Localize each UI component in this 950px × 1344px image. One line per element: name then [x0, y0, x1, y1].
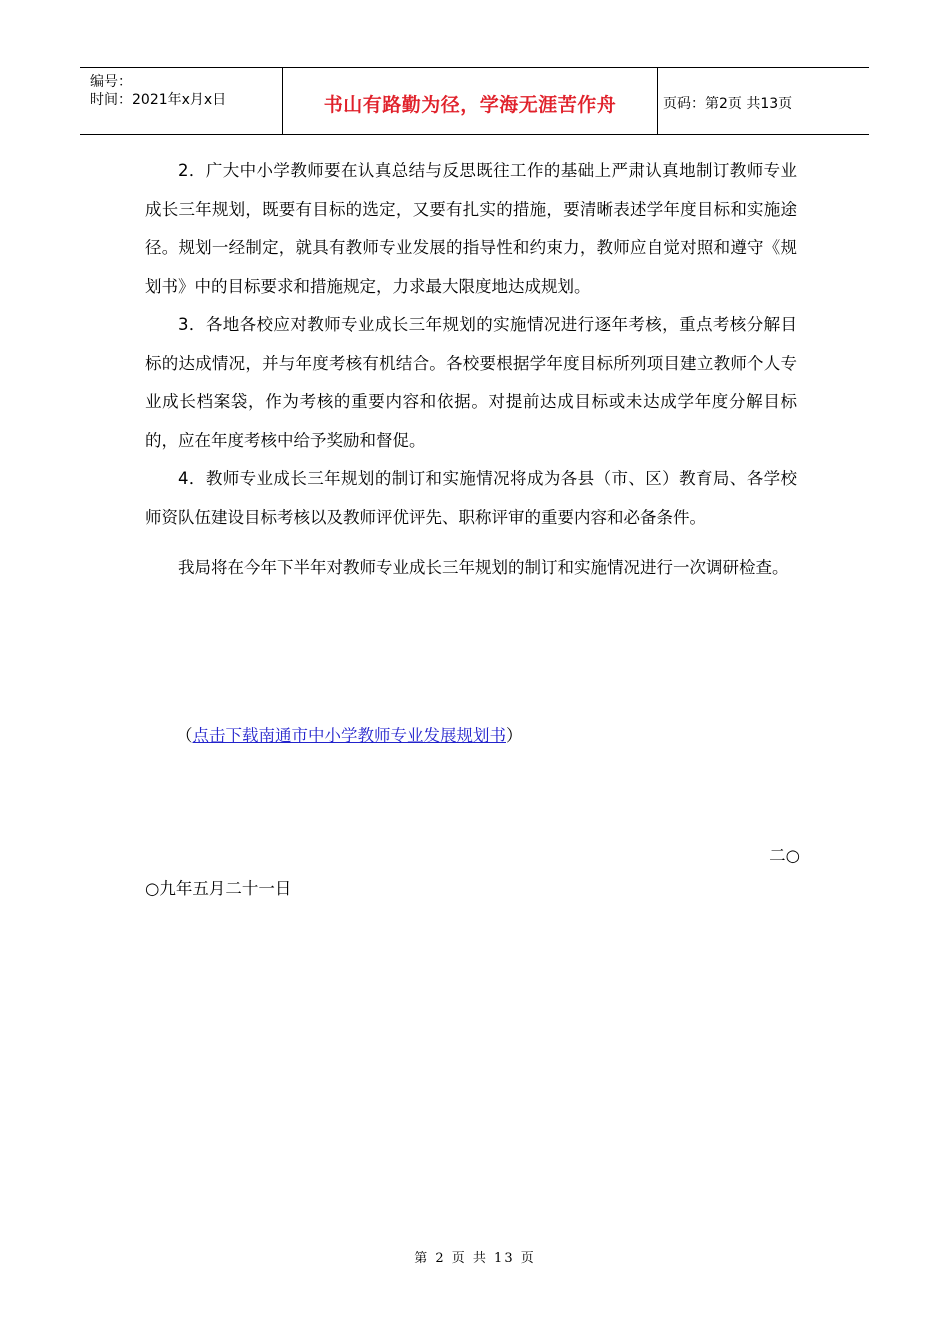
- paragraph-text: 我局将在今年下半年对教师专业成长三年规划的制订和实施情况进行一次调研检查。: [178, 558, 789, 577]
- paragraph-4: [145, 460, 797, 537]
- number-label: 编号：: [90, 74, 132, 90]
- paragraph-number: 2．: [178, 161, 206, 180]
- time-label: 时间：2021年x月x日: [90, 92, 227, 108]
- header-meta: [80, 68, 282, 134]
- close-paren: ）: [506, 726, 523, 745]
- page-footer: 第 2 页 共 13 页: [414, 1251, 536, 1266]
- paragraph-number: 4．: [178, 469, 206, 488]
- paragraph-text: 教师专业成长三年规划的制订和实施情况将成为各县（市、区）教育局、各学校师资队伍建设目标考核以及教师评优评先、职称评审的重要内容和必备条件。: [145, 469, 798, 527]
- paragraph-2: [145, 152, 797, 306]
- header-page-info: 页码：第2页 共13页: [663, 96, 793, 112]
- download-line: [176, 718, 523, 754]
- signature-date-part1: 二○: [769, 846, 800, 865]
- header-motto: 书山有路勤为径，学海无涯苦作舟: [282, 68, 658, 134]
- paragraph-text: 各地各校应对教师专业成长三年规划的实施情况进行逐年考核，重点考核分解目标的达成情况，并与年度考核有机结合。各校要根据学年度目标所列项目建立教师个人专业成长档案袋，作为考核的重要内容和依据。对提前达成目标或未达成学年度分解目标的，应在年度考核中给予奖励和督促。: [145, 315, 798, 450]
- paragraph-number: 3．: [178, 315, 206, 334]
- paragraph-3: [145, 306, 797, 460]
- page-header: [80, 67, 869, 135]
- signature-date-part2: ○九年五月二十一日: [145, 879, 292, 898]
- open-paren: （: [176, 726, 193, 745]
- download-link[interactable]: 点击下载南通市中小学教师专业发展规划书: [192, 726, 506, 745]
- paragraph-text: 广大中小学教师要在认真总结与反思既往工作的基础上严肃认真地制订教师专业成长三年规划，既要有目标的选定，又要有扎实的措施，要清晰表述学年度目标和实施途径。规划一经制定，就具有教师专业发展的指导性和约束力，教师应自觉对照和遵守《规划书》中的目标要求和措施规定，力求最大限度地达成规划。: [145, 161, 798, 296]
- paragraph-notice: [145, 549, 797, 588]
- document-body: [145, 152, 797, 588]
